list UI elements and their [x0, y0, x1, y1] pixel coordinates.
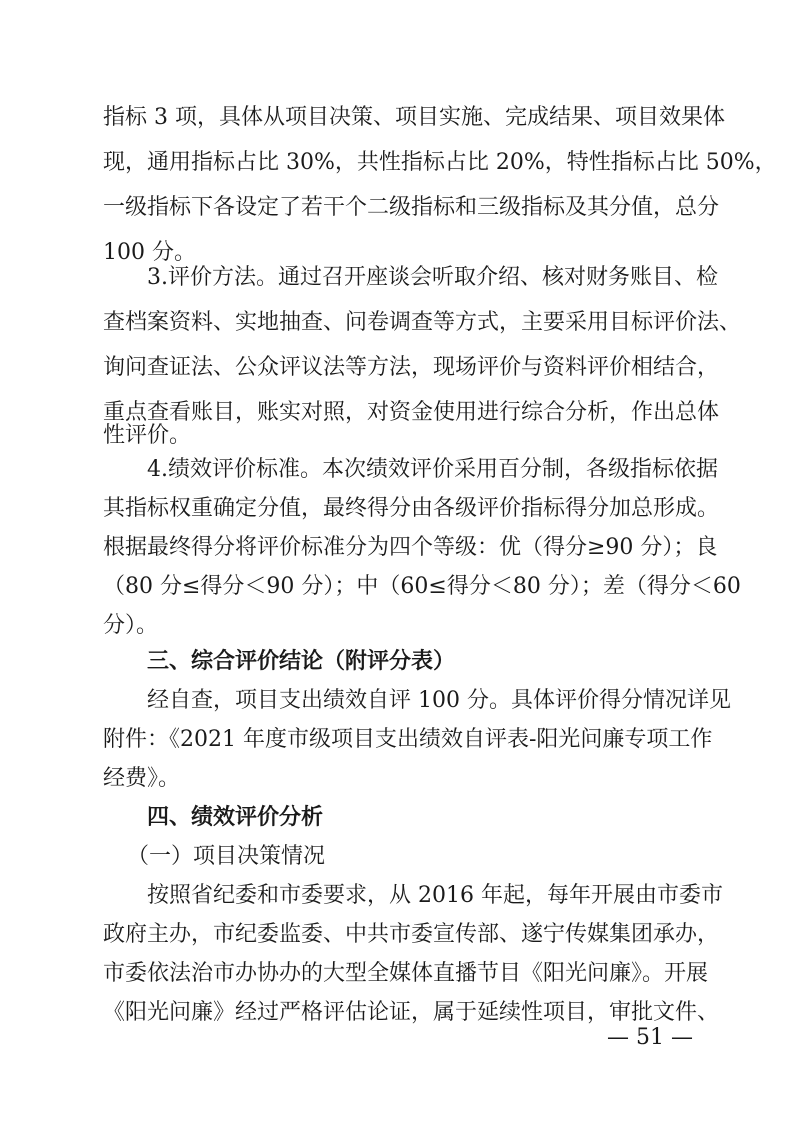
paragraph-line: 现，通用指标占比 30%，共性指标占比 20%，特性指标占比 50%，	[103, 150, 777, 175]
paragraph-line: 经费》。	[103, 766, 181, 791]
paragraph-line: 3.评价方法。通过召开座谈会听取介绍、核对财务账目、检	[147, 265, 718, 290]
paragraph-line: 分）。	[103, 613, 159, 638]
page-number: — 51 —	[607, 1025, 693, 1050]
paragraph-line: 附件：《2021 年度市级项目支出绩效自评表-阳光问廉专项工作	[103, 727, 713, 752]
section-heading: 四、绩效评价分析	[147, 805, 324, 830]
paragraph-line: 重点查看账目，账实对照，对资金使用进行综合分析，作出总体	[103, 400, 720, 425]
section-heading: 三、综合评价结论（附评分表）	[147, 649, 456, 674]
paragraph-line: 4.绩效评价标准。本次绩效评价采用百分制，各级指标依据	[147, 457, 718, 482]
paragraph-line: （80 分≤得分＜90 分）；中（60≤得分＜80 分）；差（得分＜60	[103, 574, 741, 599]
subsection-heading: （一）项目决策情况	[127, 844, 326, 869]
paragraph-line: 市委依法治市办协办的大型全媒体直播节目《阳光问廉》。开展	[103, 961, 709, 986]
paragraph-line: 政府主办，市纪委监委、中共市委宣传部、遂宁传媒集团承办，	[103, 922, 720, 947]
paragraph-line: 《阳光问廉》经过严格评估论证，属于延续性项目，审批文件、	[103, 1000, 720, 1025]
paragraph-line: 性评价。	[103, 423, 192, 448]
paragraph-line: 100 分。	[103, 240, 196, 265]
paragraph-line: 其指标权重确定分值，最终得分由各级评价指标得分加总形成。	[103, 496, 720, 521]
paragraph-line: 询问查证法、公众评议法等方法，现场评价与资料评价相结合，	[103, 355, 720, 380]
paragraph-line: 根据最终得分将评价标准分为四个等级：优（得分≥90 分）；良	[103, 535, 718, 560]
paragraph-line: 查档案资料、实地抽查、问卷调查等方式，主要采用目标评价法、	[103, 310, 742, 335]
paragraph-line: 一级指标下各设定了若干个二级指标和三级指标及其分值，总分	[103, 195, 720, 220]
paragraph-line: 经自查，项目支出绩效自评 100 分。具体评价得分情况详见	[147, 688, 731, 713]
paragraph-line: 指标 3 项，具体从项目决策、项目实施、完成结果、项目效果体	[103, 105, 725, 130]
paragraph-line: 按照省纪委和市委要求，从 2016 年起，每年开展由市委市	[147, 883, 723, 908]
